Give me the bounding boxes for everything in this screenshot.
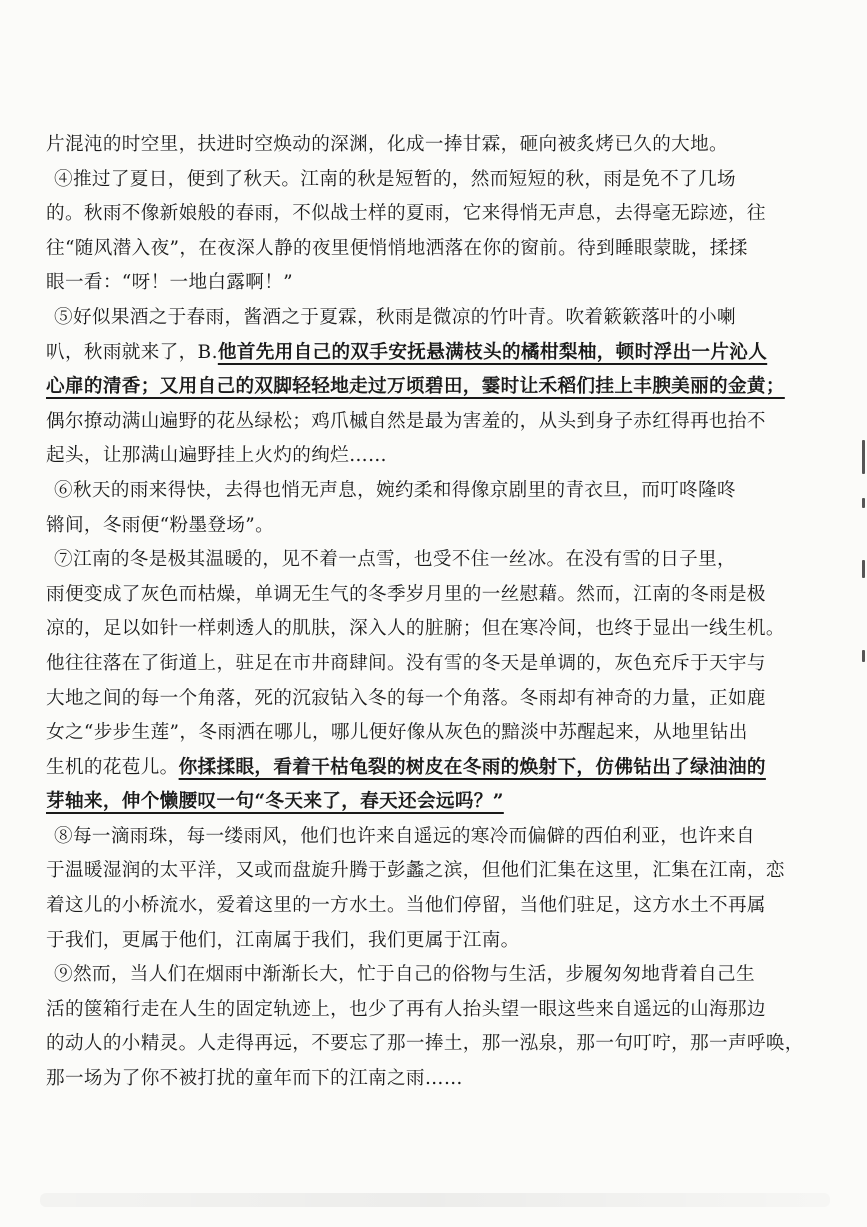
text-line bbox=[46, 751, 828, 786]
scan-smudge bbox=[40, 1193, 830, 1207]
text-line: 的动人的小精灵。人走得再远，不要忘了那一捧土，那一泓泉，那一句叮咛，那一声呼唤， bbox=[46, 1033, 804, 1055]
text-line: 大地之间的每一个角落，死的沉寂钻入冬的每一个角落。冬雨却有神奇的力量，正如鹿 bbox=[46, 687, 766, 709]
text-line: 雨便变成了灰色而枯燥，单调无生气的冬季岁月里的一丝慰藉。然而，江南的冬雨是极 bbox=[46, 583, 766, 605]
text-line: ⑥秋天的雨来得快，去得也悄无声息，婉约柔和得像京剧里的青衣旦，而叮咚隆咚 bbox=[54, 479, 736, 501]
text-line: ⑤好似果酒之于春雨，酱酒之于夏霖，秋雨是微凉的竹叶青。吹着簌簌落叶的小喇 bbox=[54, 306, 736, 328]
text-line: ⑧每一滴雨珠，每一缕雨风，他们也许来自遥远的寒冷而偏僻的西伯利亚，也许来自 bbox=[54, 825, 755, 847]
text-line: 片混沌的时空里，扶进时空焕动的深渊，化成一捧甘霖，砸向被炙烤已久的大地。 bbox=[46, 134, 728, 155]
text-line: 的。秋雨不像新娘般的春雨，不似战士样的夏雨，它来得悄无声息，去得毫无踪迹，往 bbox=[46, 203, 766, 225]
text-line bbox=[46, 370, 828, 405]
underlined-sentence-b: 心扉的清香；又用自己的双脚轻轻地走过万顷碧田，霎时让禾稻们挂上丰腴美丽的金黄； bbox=[46, 376, 785, 398]
text-line: 于温暖湿润的太平洋，又或而盘旋升腾于彭蠡之滨，但他们汇集在这里，汇集在江南，恋 bbox=[46, 860, 785, 882]
text-line: 起头，让那满山遍野挂上火灼的绚烂…… bbox=[46, 445, 387, 467]
underlined-sentence: 你揉揉眼，看着干枯龟裂的树皮在冬雨的焕射下，仿佛钻出了绿油油的 bbox=[178, 756, 766, 778]
text-run: 生机的花苞儿。 bbox=[46, 756, 179, 778]
text-line: 活的箧箱行走在人生的固定轨迹上，也少了再有人抬头望一眼这些来自遥远的山海那边 bbox=[46, 998, 766, 1020]
text-line: 锵间，冬雨便“粉墨登场”。 bbox=[46, 514, 275, 536]
text-line: 着这儿的小桥流水，爱着这里的一方水土。当他们停留，当他们驻足，这方水土不再属 bbox=[46, 895, 766, 917]
text-line: 凉的，足以如针一样刺透人的肌肤，深入人的脏腑；但在寒冷间，也终于显出一线生机。 bbox=[46, 618, 785, 640]
text-line: 眼一看：“呀！一地白露啊！” bbox=[46, 272, 294, 294]
text-line: 女之“步步生莲”，冬雨洒在哪儿，哪儿便好像从灰色的黯淡中苏醒起来，从地里钻出 bbox=[46, 722, 748, 744]
text-line: ④推过了夏日，便到了秋天。江南的秋是短暂的，然而短短的秋，雨是免不了几场 bbox=[54, 168, 736, 190]
text-line: 偶尔撩动满山遍野的花丛绿松；鸡爪槭自然是最为害羞的，从头到身子赤红得再也抬不 bbox=[46, 410, 766, 432]
text-line: 于我们，更属于他们，江南属于我们，我们更属于江南。 bbox=[46, 929, 520, 951]
document-page bbox=[46, 128, 828, 1097]
scan-edge-marks bbox=[853, 440, 867, 700]
underlined-sentence: 芽轴来，伸个懒腰叹一句“冬天来了，春天还会远吗？” bbox=[46, 791, 504, 813]
text-line bbox=[46, 785, 828, 820]
text-line bbox=[46, 336, 828, 371]
text-line: 往“随风潜入夜”，在夜深人静的夜里便悄悄地洒落在你的窗前。待到睡眼蒙眬，揉揉 bbox=[46, 237, 748, 259]
text-line: 那一场为了你不被打扰的童年而下的江南之雨…… bbox=[46, 1068, 463, 1090]
underlined-sentence-b: 他首先用自己的双手安抚悬满枝头的橘柑梨柚，顿时浮出一片沁人 bbox=[217, 341, 768, 363]
text-run: 叭，秋雨就来了，B. bbox=[46, 341, 218, 363]
text-line: 他往往落在了街道上，驻足在市井商肆间。没有雪的冬天是单调的，灰色充斥于天宇与 bbox=[46, 652, 766, 674]
text-line: ⑨然而，当人们在烟雨中渐渐长大，忙于自己的俗物与生活，步履匆匆地背着自己生 bbox=[54, 964, 755, 986]
text-line: ⑦江南的冬是极其温暖的，见不着一点雪，也受不住一丝冰。在没有雪的日子里， bbox=[54, 549, 736, 571]
